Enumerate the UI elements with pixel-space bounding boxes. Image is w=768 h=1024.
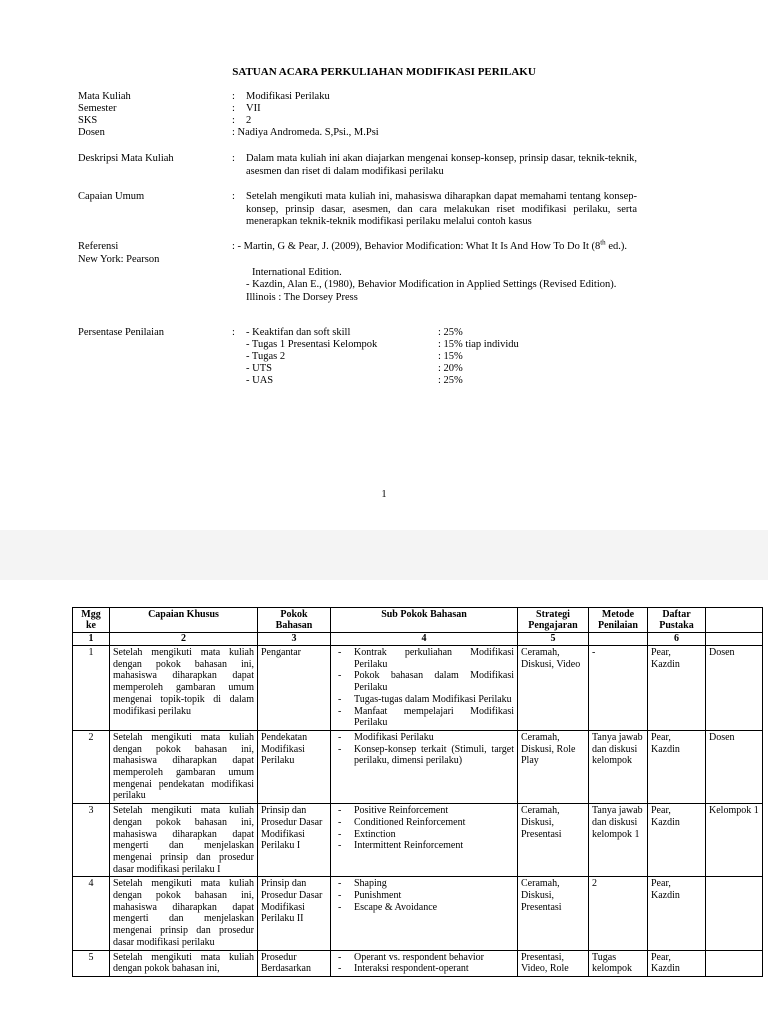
penilaian-item: - UAS bbox=[246, 375, 274, 386]
header-cell: Mgg ke bbox=[73, 608, 110, 633]
header-cell: Daftar Pustaka bbox=[648, 608, 706, 633]
cell-metode: 2 bbox=[589, 877, 648, 950]
penilaian-value: : 25% bbox=[438, 375, 463, 386]
cell-pokok: Prosedur Berdasarkan bbox=[258, 950, 331, 976]
penilaian-value: : 15% tiap individu bbox=[438, 339, 519, 350]
referensi-item-1 bbox=[78, 238, 638, 266]
penilaian-value: : 25% bbox=[438, 327, 463, 338]
cell-metode: Tanya jawab dan diskusi kelompok 1 bbox=[589, 804, 648, 877]
table-row bbox=[73, 950, 763, 976]
label-sks: SKS bbox=[78, 115, 98, 126]
cell-pokok: Prinsip dan Prosedur Dasar Modifikasi Perilaku I bbox=[258, 804, 331, 877]
table-row bbox=[73, 804, 763, 877]
document-page-2 bbox=[0, 580, 768, 1024]
cell-pustaka: Pear, Kazdin bbox=[648, 646, 706, 731]
cell-mgg: 3 bbox=[73, 804, 110, 877]
deskripsi-text: Dalam mata kuliah ini akan diajarkan mengenai konsep-konsep, prinsip dasar, teknik-teknik, asesmen dan riset di dalam modifikasi perilaku bbox=[246, 153, 637, 177]
referensi-1-suffix: ed.). New York: Pearson bbox=[78, 241, 627, 265]
cell-strategi: Ceramah, Diskusi, Presentasi bbox=[518, 877, 589, 950]
colon: : bbox=[232, 327, 235, 338]
label-semester: Semester bbox=[78, 103, 117, 114]
value-sks: 2 bbox=[246, 115, 252, 126]
number-cell bbox=[706, 633, 763, 646]
page-separator bbox=[0, 530, 768, 580]
colon: : bbox=[232, 153, 235, 164]
cell-strategi: Presentasi, Video, Role bbox=[518, 950, 589, 976]
header-cell: Strategi Pengajaran bbox=[518, 608, 589, 633]
cell-strategi: Ceramah, Diskusi, Video bbox=[518, 646, 589, 731]
cell-strategi: Ceramah, Diskusi, Presentasi bbox=[518, 804, 589, 877]
sub-item: - Shaping bbox=[334, 878, 514, 890]
number-cell: 2 bbox=[110, 633, 258, 646]
cell-sub bbox=[331, 804, 518, 877]
penilaian-value: : 15% bbox=[438, 351, 463, 362]
sub-item: - Conditioned Reinforcement bbox=[334, 817, 514, 829]
table-number-row bbox=[73, 633, 763, 646]
table-header-row bbox=[73, 608, 763, 633]
cell-sub bbox=[331, 730, 518, 803]
colon: : bbox=[232, 91, 235, 102]
label-persentase: Persentase Penilaian bbox=[78, 327, 165, 338]
cell-extra: Dosen bbox=[706, 646, 763, 731]
cell-sub bbox=[331, 950, 518, 976]
cell-pokok: Pendekatan Modifikasi Perilaku bbox=[258, 730, 331, 803]
number-cell: 4 bbox=[331, 633, 518, 646]
value-semester: VII bbox=[246, 103, 261, 114]
cell-sub bbox=[331, 877, 518, 950]
value-mata-kuliah: Modifikasi Perilaku bbox=[246, 91, 330, 102]
page-number: 1 bbox=[381, 489, 387, 500]
colon: : bbox=[232, 115, 235, 126]
cell-pustaka: Pear, Kazdin bbox=[648, 877, 706, 950]
penilaian-item: - Tugas 2 bbox=[246, 351, 286, 362]
table-row bbox=[73, 877, 763, 950]
label-mata-kuliah: Mata Kuliah bbox=[78, 91, 131, 102]
cell-mgg: 5 bbox=[73, 950, 110, 976]
penilaian-item: - UTS bbox=[246, 363, 272, 374]
cell-capaian: Setelah mengikuti mata kuliah dengan pokok bahasan ini, mahasiswa diharapkan dapat mengerti dan menjelaskan mengenai prinsip dan prosedur dasar modifikasi perilaku I bbox=[110, 804, 258, 877]
sub-item: - Positive Reinforcement bbox=[334, 805, 514, 817]
label-capaian-umum: Capaian Umum bbox=[78, 191, 145, 202]
label-dosen: Dosen bbox=[78, 127, 105, 138]
cell-mgg: 2 bbox=[73, 730, 110, 803]
sub-item: - Konsep-konsep terkait (Stimuli, target perilaku, dimensi perilaku) bbox=[334, 744, 514, 767]
cell-metode: Tugas kelompok bbox=[589, 950, 648, 976]
cell-strategi: Ceramah, Diskusi, Role Play bbox=[518, 730, 589, 803]
number-cell: 1 bbox=[73, 633, 110, 646]
sub-item: - Operant vs. respondent behavior bbox=[334, 952, 514, 964]
cell-extra: Kelompok 1 bbox=[706, 804, 763, 877]
header-cell bbox=[706, 608, 763, 633]
referensi-item-2: - Kazdin, Alan E., (1980), Behavior Modification in Applied Settings (Revised Edition). Illinois : The Dorsey Press bbox=[246, 279, 617, 303]
sub-item: - Pokok bahasan dalam Modifikasi Perilaku bbox=[334, 670, 514, 693]
document-title: SATUAN ACARA PERKULIAHAN MODIFIKASI PERILAKU bbox=[232, 66, 536, 78]
referensi-1-continued: International Edition. bbox=[252, 267, 342, 278]
number-cell: 6 bbox=[648, 633, 706, 646]
sub-item: - Escape & Avoidance bbox=[334, 902, 514, 914]
cell-pokok: Prinsip dan Prosedur Dasar Modifikasi Perilaku II bbox=[258, 877, 331, 950]
capaian-umum-text: Setelah mengikuti mata kuliah ini, mahasiswa diharapkan dapat memahami tentang konsep-konsep, prinsip dasar, asesmen, dan cara melakukan riset modifikasi perilaku, serta menerapkan teknik-teknik modifikasi perilaku melalui contoh kasus bbox=[246, 191, 637, 227]
header-cell: Capaian Khusus bbox=[110, 608, 258, 633]
sub-item: - Modifikasi Perilaku bbox=[334, 732, 514, 744]
header-cell: Pokok Bahasan bbox=[258, 608, 331, 633]
penilaian-item: - Tugas 1 Presentasi Kelompok bbox=[246, 339, 378, 350]
table-row bbox=[73, 646, 763, 731]
sub-item: - Extinction bbox=[334, 829, 514, 841]
cell-capaian: Setelah mengikuti mata kuliah dengan pokok bahasan ini, bbox=[110, 950, 258, 976]
cell-mgg: 4 bbox=[73, 877, 110, 950]
cell-capaian: Setelah mengikuti mata kuliah dengan pokok bahasan ini, mahasiswa diharapkan dapat memperoleh gambaran umum mengenai topik-topik di dalam modifikasi perilaku bbox=[110, 646, 258, 731]
cell-metode: Tanya jawab dan diskusi kelompok bbox=[589, 730, 648, 803]
cell-pokok: Pengantar bbox=[258, 646, 331, 731]
sap-table bbox=[72, 607, 763, 977]
cell-pustaka: Pear, Kazdin bbox=[648, 950, 706, 976]
number-cell: 3 bbox=[258, 633, 331, 646]
referensi-1-prefix: : - Martin, G & Pear, J. (2009), Behavior Modification: What It Is And How To Do It (8 bbox=[232, 241, 601, 252]
cell-sub bbox=[331, 646, 518, 731]
sub-item: - Interaksi respondent-operant bbox=[334, 963, 514, 975]
cell-extra bbox=[706, 950, 763, 976]
colon: : bbox=[232, 191, 235, 202]
penilaian-value: : 20% bbox=[438, 363, 463, 374]
colon: : bbox=[232, 103, 235, 114]
sub-item: - Manfaat mempelajari Modifikasi Perilaku bbox=[334, 706, 514, 729]
number-cell bbox=[589, 633, 648, 646]
cell-extra: Dosen bbox=[706, 730, 763, 803]
label-referensi: Referensi bbox=[78, 241, 119, 252]
number-cell: 5 bbox=[518, 633, 589, 646]
penilaian-item: - Keaktifan dan soft skill bbox=[246, 327, 351, 338]
header-cell: Sub Pokok Bahasan bbox=[331, 608, 518, 633]
table-row bbox=[73, 730, 763, 803]
cell-pustaka: Pear, Kazdin bbox=[648, 804, 706, 877]
cell-pustaka: Pear, Kazdin bbox=[648, 730, 706, 803]
cell-mgg: 1 bbox=[73, 646, 110, 731]
cell-capaian: Setelah mengikuti mata kuliah dengan pokok bahasan ini, mahasiswa diharapkan dapat mengerti dan menjelaskan mengenai prinsip dan prosedur dasar modifikasi perilaku bbox=[110, 877, 258, 950]
label-deskripsi: Deskripsi Mata Kuliah bbox=[78, 153, 174, 164]
sub-item: - Punishment bbox=[334, 890, 514, 902]
cell-metode: - bbox=[589, 646, 648, 731]
referensi-1-sup: th bbox=[600, 238, 606, 247]
cell-extra bbox=[706, 877, 763, 950]
sub-item: - Intermittent Reinforcement bbox=[334, 840, 514, 852]
sub-item: - Tugas-tugas dalam Modifikasi Perilaku bbox=[334, 694, 514, 706]
header-cell: Metode Penilaian bbox=[589, 608, 648, 633]
cell-capaian: Setelah mengikuti mata kuliah dengan pokok bahasan ini, mahasiswa diharapkan dapat memperoleh gambaran umum mengenai pendekatan modifikasi perilaku bbox=[110, 730, 258, 803]
value-dosen: : Nadiya Andromeda. S,Psi., M.Psi bbox=[232, 127, 379, 138]
sub-item: - Kontrak perkuliahan Modifikasi Perilaku bbox=[334, 647, 514, 670]
